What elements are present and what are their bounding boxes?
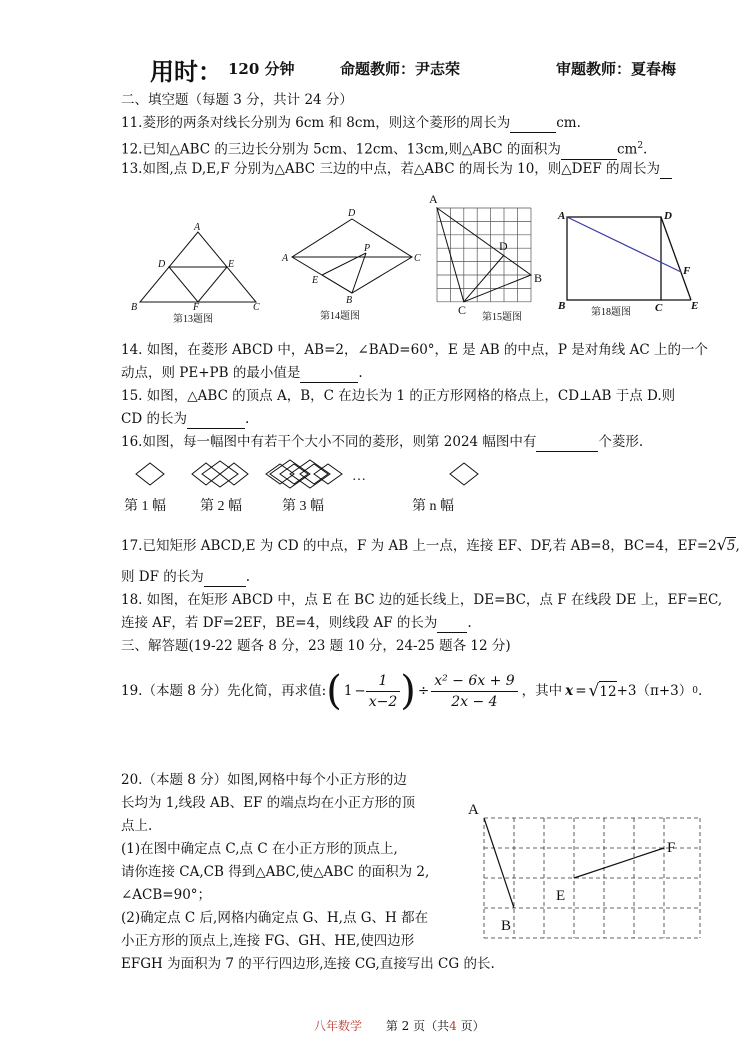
fig13-label-f: F	[193, 302, 200, 313]
fig14-label-c: C	[414, 253, 421, 264]
question-19: 19.（本题 8 分）先化简，再求值: ( 1 − $\frac{1}{x-2}$ ) ÷ $\frac{\text{x² − 6x + 9}}{2x - 4}$ ，其中 x = √ 12 +3（π+3） 0 .	[121, 668, 703, 714]
fig20-label-f: F	[667, 840, 676, 856]
footer-subject: 八年数学	[314, 1019, 363, 1033]
question-13: 13.如图,点 D,E,F 分别为△ABC 三边的中点，若△ABC 的周长为 10，则△DEF 的周长为	[121, 159, 672, 179]
author: 命题教师：尹志荣	[340, 60, 461, 78]
rhombus-ellipsis: …	[352, 469, 366, 484]
fig15-label-d: D	[499, 239, 508, 253]
fig13-label-d: D	[158, 259, 166, 270]
question-20-line2: 长均为 1,线段 AB、EF 的端点均在小正方形的顶	[121, 795, 416, 811]
fig13-caption: 第13题图	[173, 314, 213, 325]
question-18-line2: 连接 AF，若 DF=2EF，BE=4，则线段 AF 的长为 .	[121, 615, 472, 631]
fig15-label-a: A	[429, 192, 438, 206]
question-12: 12.已知△ABC 的三边长分别为 5cm、12cm、13cm,则△ABC 的面积为 $cm^2$.	[121, 141, 648, 158]
question-17-line2: 则 DF 的长为 .	[121, 569, 251, 585]
fig18-label-d: D	[664, 210, 672, 222]
fig15-label-c: C	[458, 303, 467, 317]
fig18-label-b: B	[558, 300, 566, 312]
figure-18	[555, 205, 705, 320]
section-heading: 二、填空题（每题 3 分，共计 24 分）	[121, 92, 353, 108]
question-20-line3: 点上.	[121, 818, 153, 834]
question-20-line1: 20.（本题 8 分）如图,网格中每个小正方形的边	[121, 772, 407, 788]
fig18-caption: 第18题图	[591, 307, 631, 318]
question-17-line1: 17.已知矩形 ABCD,E 为 CD 的中点，F 为 AB 上一点，连接 EF、DF,若 AB=8，BC=4，EF=2√5,	[121, 535, 740, 554]
fig20-label-e: E	[556, 888, 566, 904]
rhombus-label-n: 第 n 幅	[412, 499, 454, 514]
footer: 八年数学 第 2 页（共4 页）	[314, 1019, 485, 1033]
figure-13	[128, 220, 268, 328]
question-14-line1: 14. 如图，在菱形 ABCD 中，AB=2，∠BAD=60°，E 是 AB 的中点，P 是对角线 AC 上的一个	[121, 342, 708, 358]
fig18-label-a: A	[558, 210, 566, 222]
question-20-line8: 小正方形的顶点上,连接 FG、GH、HE,使四边形	[121, 933, 415, 949]
fig18-label-c: C	[655, 302, 663, 314]
question-20-line5: 请你连接 CA,CB 得到△ABC,使△ABC 的面积为 2,	[121, 864, 430, 880]
question-11: 11.菱形的两条对线长分别为 6cm 和 8cm，则这个菱形的周长为 cm.	[121, 115, 581, 131]
question-18-line1: 18. 如图，在矩形 ABCD 中，点 E 在 BC 边的延长线上，DE=BC，点 F 在线段 DE 上，EF=EC,	[121, 592, 723, 608]
fig14-label-p: P	[364, 243, 371, 254]
rhombus-label-2: 第 2 幅	[200, 499, 242, 514]
question-20-line9: EFGH 为面积为 7 的平行四边形,连接 CG,直接写出 CG 的长.	[121, 956, 495, 972]
fig14-label-d: D	[348, 208, 356, 219]
time-label: 用时：	[150, 57, 222, 86]
question-14-line2: 动点，则 PE+PB 的最小值是 .	[121, 365, 363, 381]
figure-15	[425, 190, 550, 325]
time-value: 120 分钟	[228, 60, 295, 78]
question-20-line7: (2)确定点 C 后,网格内确定点 G、H,点 G、H 都在	[121, 910, 429, 926]
fig14-label-e: E	[312, 275, 319, 286]
question-16: 16.如图，每一幅图中有若干个大小不同的菱形，则第 2024 幅图中有 个菱形.	[121, 434, 644, 450]
question-15-line2: CD 的长为 .	[121, 411, 250, 427]
fig13-label-b: B	[131, 302, 138, 313]
fig15-caption: 第15题图	[482, 312, 522, 323]
rhombus-label-3: 第 3 幅	[282, 499, 324, 514]
question-15-line1: 15. 如图，△ABC 的顶点 A，B，C 在边长为 1 的正方形网格的格点上，CD⊥AB 于点 D.则	[121, 388, 676, 404]
question-20-line6: ∠ACB=90°；	[121, 887, 212, 903]
fig15-label-b: B	[534, 271, 543, 285]
fig18-label-f: F	[683, 265, 691, 277]
fig20-label-b: B	[501, 918, 512, 934]
section-heading-3: 三、解答题(19-22 题各 8 分，23 题 10 分，24-25 题各 12 分)	[121, 638, 511, 654]
fig13-label-e: E	[228, 259, 235, 270]
fig14-label-b: B	[346, 295, 353, 306]
fig20-label-a: A	[468, 802, 479, 818]
figure-20-grid	[462, 796, 712, 942]
fig13-label-c: C	[253, 302, 260, 313]
reviewer: 审题教师：夏春梅	[556, 60, 677, 78]
fig18-label-e: E	[691, 300, 699, 312]
question-20-line4: (1)在图中确定点 C,点 C 在小正方形的顶点上,	[121, 841, 398, 857]
footer-total: 4	[449, 1019, 457, 1033]
fig13-label-a: A	[194, 222, 201, 233]
fig14-caption: 第14题图	[320, 311, 360, 322]
rhombus-sequence	[120, 458, 500, 518]
rhombus-label-1: 第 1 幅	[124, 499, 166, 514]
figure-14	[280, 205, 430, 323]
fig14-label-a: A	[282, 253, 289, 264]
